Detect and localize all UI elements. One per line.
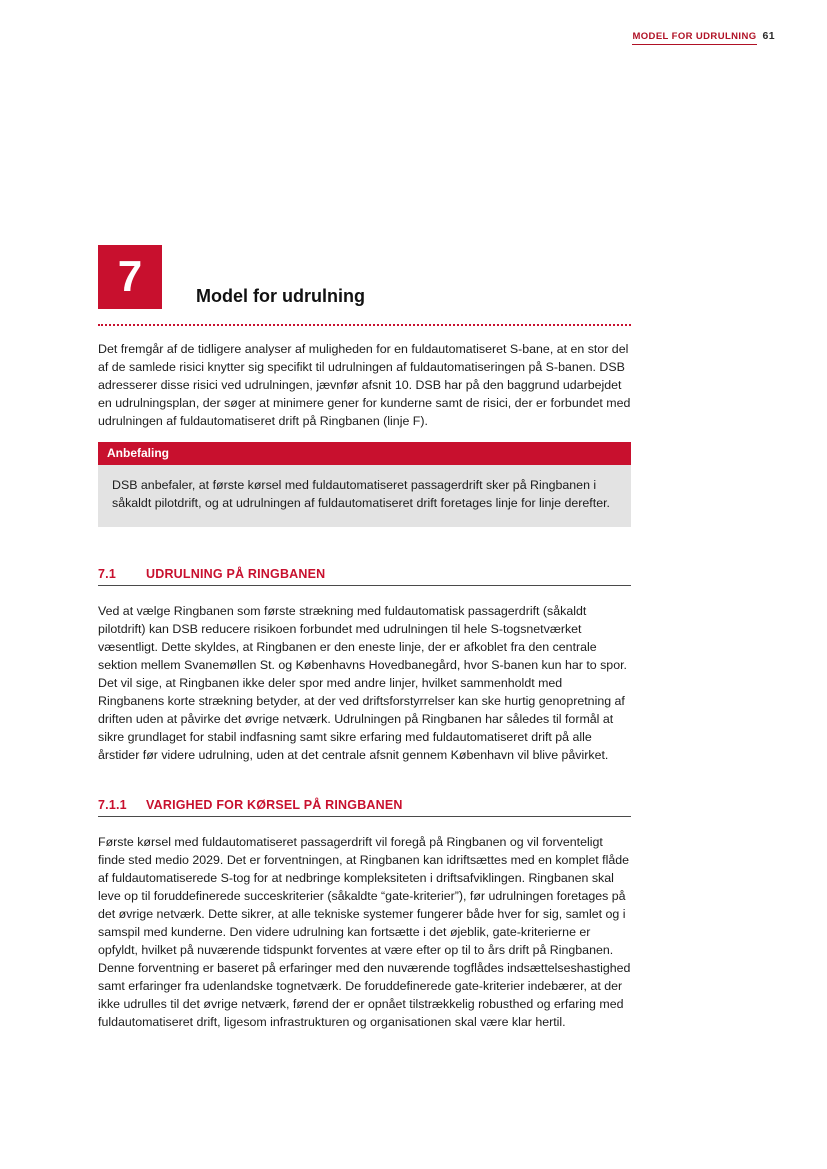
section-title: UDRULNING PÅ RINGBANEN [146,567,326,581]
page-number: 61 [762,30,775,42]
section-7-1-1 [98,798,631,1031]
section-7-1 [98,567,631,764]
recommendation-body-text: DSB anbefaler, at første kørsel med fuldautomatiseret passagerdrift sker på Ringbanen i såkaldt pilotdrift, og at udrulningen af fuldautomatiseret drift foretages linje for linje derefter. [98,465,631,527]
section-7-1-1-heading [98,798,631,817]
running-header [632,30,775,42]
section-7-1-paragraph: Ved at vælge Ringbanen som første strækning med fuldautomatisk passagerdrift (såkaldt pilotdrift) kan DSB reducere risikoen forbundet med udrulningen til hele S-togsnetværket væsentligt. Dette skyldes, at Ringbanen er den eneste linje, der er afkoblet fra den centrale sektion mellem Svanemøllen St. og Københavns Hovedbanegård, hvor S-banen kun har to spor. Det vil sige, at Ringbanen ikke deler spor med andre linjer, hvilket sammenholdt med Ringbanens korte strækning betyder, at der ved driftsforstyrrelser kan ske hurtig genopretning af driften uden at påvirke det øvrige netværk. Udrulningen på Ringbanen har således til formål at sikre grundlaget for stabil indfasning samt sikre erfaring med fuldautomatiseret drift på alle årstider før videre udrulning, uden at det centrale afsnit gennem København vil blive påvirket. [98,604,627,762]
content-column [98,245,631,1031]
section-title: VARIGHED FOR KØRSEL PÅ RINGBANEN [146,798,403,812]
running-header-title: MODEL FOR UDRULNING [632,31,756,45]
chapter-heading [98,245,631,309]
dotted-divider [98,324,631,326]
intro-paragraph: Det fremgår af de tidligere analyser af muligheden for en fuldautomatiseret S-bane, at en stor del af de samlede risici knytter sig specifikt til udrulningen af fuldautomatiseringen på S-banen. DSB adresserer disse risici ved udrulningen, jævnfør afsnit 10. DSB har på den baggrund udarbejdet en udrulningsplan, der søger at minimere gener for kunderne samt de risici, der er forbundet med udrulningen af fuldautomatiseret drift på Ringbanen (linje F). [98,342,631,428]
chapter-title: Model for udrulning [196,286,365,306]
recommendation-box [98,442,631,527]
section-7-1-1-paragraph: Første kørsel med fuldautomatiseret passagerdrift vil foregå på Ringbanen og vil forventeligt finde sted medio 2029. Det er forventningen, at Ringbanen kan idriftsættes med en komplet flåde af fuldautomatiserede S-tog for at nedbringe kompleksiteten i driftsafviklingen. Ringbanen skal leve op til foruddefinerede succeskriterier (såkaldte “gate-kriterier”), før udrulningen foretages på det øvrige netværk. Dette sikrer, at alle tekniske systemer fungerer både hver for sig, samlet og i samspil med kunderne. Den videre udrulning kan fortsætte i det øjeblik, gate-kriterierne er opfyldt, hvilket på nuværende tidspunkt forventes at være efter op til to års drift på Ringbanen. Denne forventning er baseret på erfaringer med den nuværende togflådes indsættelseshastighed samt erfaringer fra udenlandske tognetværk. De foruddefinerede gate-kriterier indebærer, at der ikke udrulles til det øvrige netværk, førend der er opnået tilstrækkelig robusthed og erfaring med fuldautomatiseret drift, ligesom infrastrukturen og organisationen skal være klar hertil. [98,835,631,1029]
recommendation-header: Anbefaling [98,442,631,465]
section-7-1-heading [98,567,631,586]
section-number: 7.1.1 [98,798,127,812]
section-number: 7.1 [98,567,116,581]
chapter-number-badge: 7 [98,245,162,309]
